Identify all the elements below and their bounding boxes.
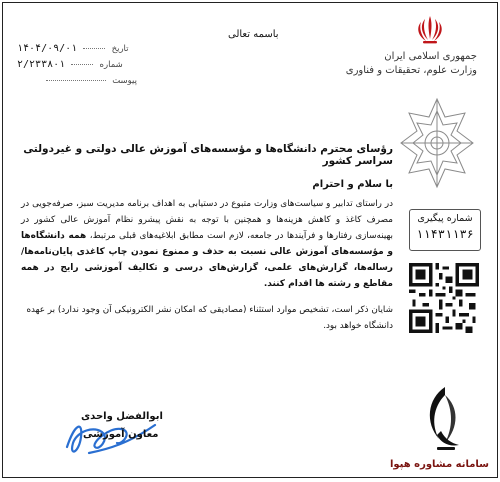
attachment-row [43,75,137,86]
date-value: ۱۴۰۴/۰۹/۰۱ [17,43,78,54]
tracking-box [409,209,481,251]
brand-name[interactable]: سامانه مشاوره هپوا [389,459,489,470]
letter-title: رؤسای محترم دانشگاه‌ها و مؤسسه‌های آموزش عالی دولتی و غیردولتی سراسر کشور [23,143,393,167]
qr-code[interactable] [409,263,479,333]
letter-page [2,2,498,478]
letter-body [21,143,393,334]
attachment-label: پیوست [112,76,137,86]
paragraph-1 [21,196,393,292]
date-dots [83,48,105,49]
gov-line-1: جمهوری اسلامی ایران [384,51,477,62]
greeting: با سلام و احترام [312,179,393,190]
gov-line-2: وزارت علوم، تحقیقات و فناوری [345,65,477,76]
signer-title: معاون آموزشی [83,429,159,440]
tracking-label: شماره پیگیری [417,213,473,224]
iran-emblem-icon [413,13,447,47]
number-value: ۲/۲۳۳۸۰۱ [17,59,66,70]
signer-name: ابوالفضل واحدی [81,411,163,422]
paragraph-1-bold: همه دانشگاه‌ها و مؤسسه‌های آموزش عالی نسبت به حذف و ممنوع نمودن چاپ کاغذی پایان‌نامه‌ها/رساله‌ها، گزارش‌های علمی، گزارش‌های درسی و تکالیف آموزشی رایج در همه مقاطع و رشته ها اقدام کنند. [21,231,393,289]
islamic-star-ornament [397,95,477,191]
number-label: شماره [99,60,123,70]
paragraph-2: شایان ذکر است، تشخیص موارد استثناء (مصادیقی که امکان نشر الکترونیکی آن وجود ندارد) بر عهده دانشگاه خواهد بود. [26,305,393,331]
basmala: باسمه تعالی [228,29,279,40]
number-row [17,59,123,70]
attachment-dots [46,80,106,81]
date-label: تاریخ [111,44,129,54]
paragraph-1-normal: در راستای تدابیر و سیاست‌های وزارت متبوع در دستیابی به اهداف برنامه مدیریت سبز، صرفه‌جویی در مصرف کاغذ و کاهش هزینه‌ها و همچنین با توجه به نقش پیشرو نظام آموزش عالی کشور در بهینه‌سازی رفتارها و فرآیندها در جامعه، لازم است مطابق ابلاغیه‌های قبلی مرتبط، [21,199,394,241]
tracking-number: ۱۱۴۳۱۱۳۶ [416,227,474,241]
number-dots [71,64,93,65]
ribbon-logo [415,385,475,455]
date-row [17,43,129,54]
